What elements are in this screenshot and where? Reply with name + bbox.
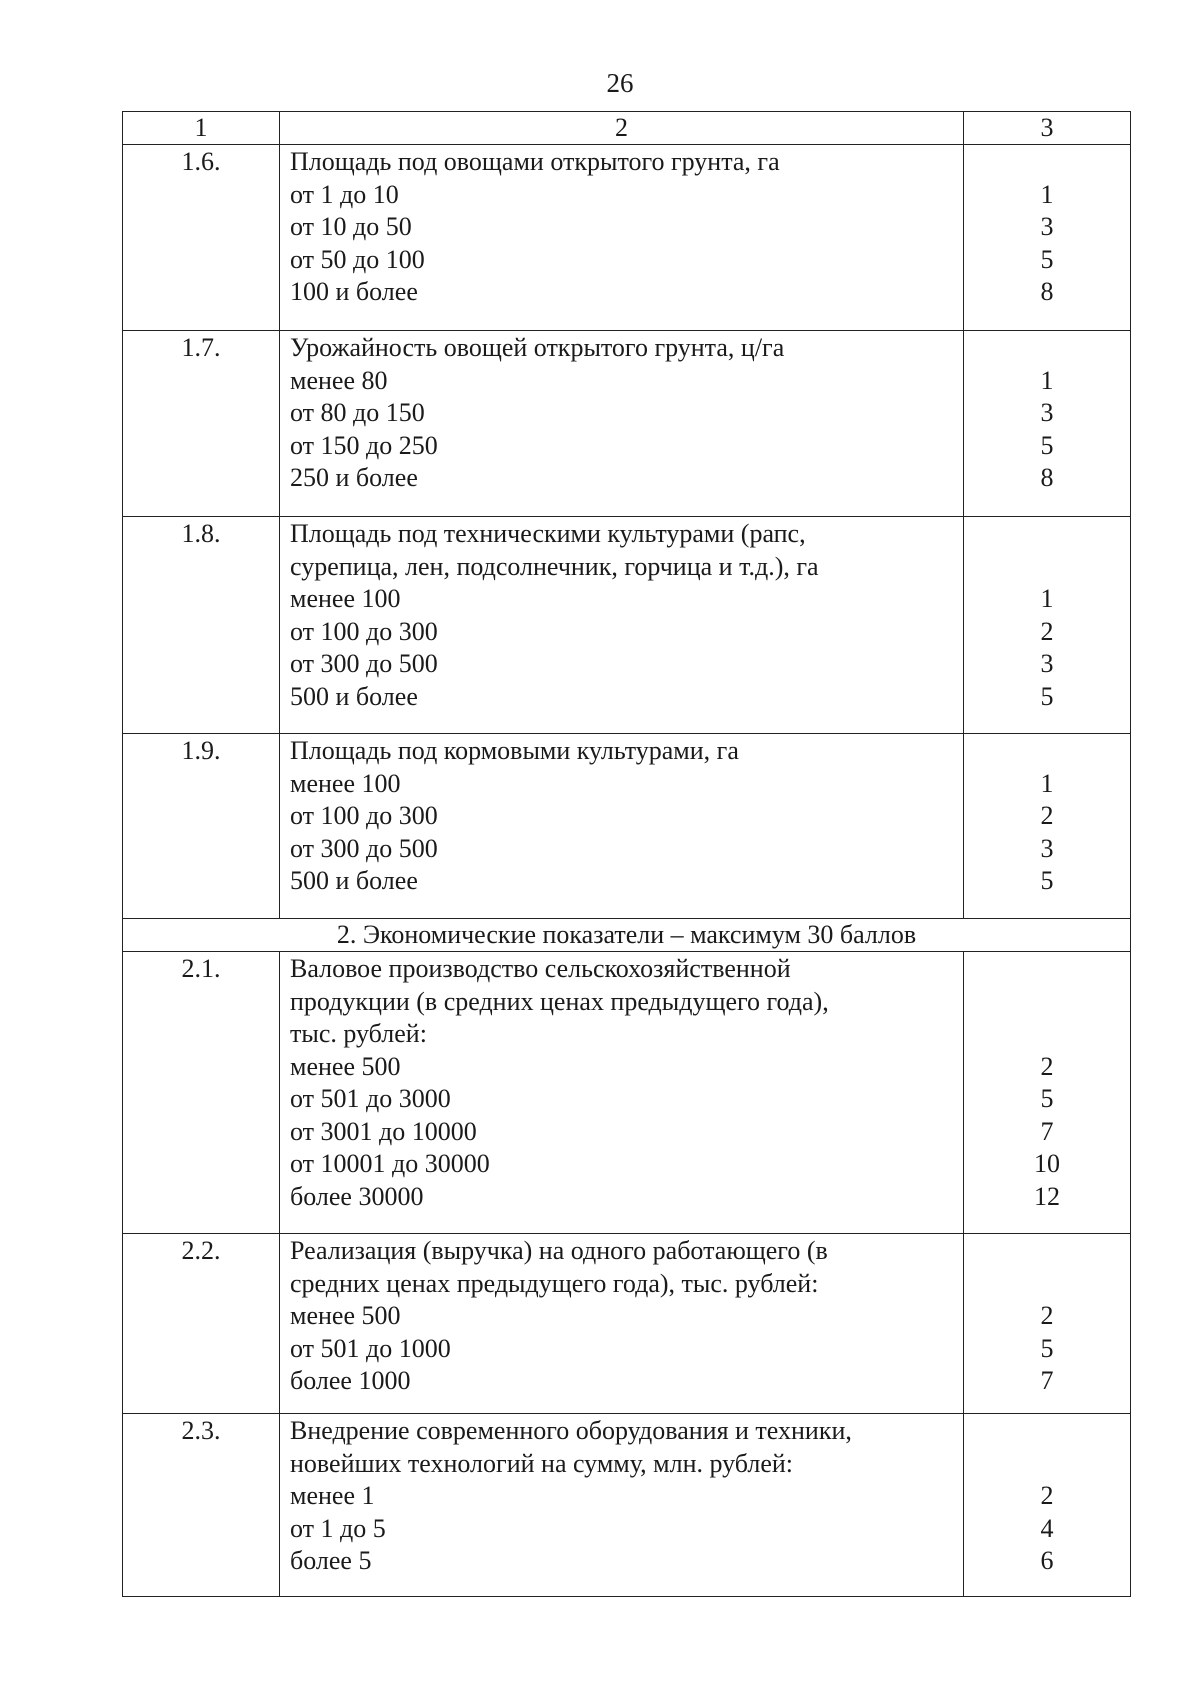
- row-number: 1.6.: [123, 145, 280, 331]
- option-points: 3: [1040, 212, 1054, 241]
- option-points: 3: [1040, 398, 1054, 427]
- row-title: Валовое производство сельскохозяйственной: [290, 954, 791, 983]
- option-points: 1: [1040, 365, 1054, 395]
- table-row: [123, 331, 1131, 517]
- option-label: 500 и более: [290, 866, 418, 895]
- option-label: менее 80: [290, 365, 388, 395]
- table-row: [123, 952, 1131, 1234]
- option-label: более 5: [290, 1546, 372, 1575]
- option-points: 7: [1040, 1116, 1054, 1146]
- option-points: 4: [1040, 1513, 1054, 1543]
- option-points: 3: [1040, 649, 1054, 678]
- option-points: 1: [1040, 584, 1054, 613]
- option-points: 5: [1040, 681, 1054, 711]
- table-row: [123, 1414, 1131, 1597]
- option-label: 100 и более: [290, 277, 418, 306]
- option-label: более 1000: [290, 1366, 411, 1395]
- option-label: от 50 до 100: [290, 244, 425, 274]
- option-points: 2: [1040, 616, 1054, 646]
- option-label: более 30000: [290, 1181, 424, 1211]
- section-header-row: [123, 919, 1131, 952]
- row-number: 2.2.: [123, 1234, 280, 1414]
- row-title: Площадь под овощами открытого грунта, га: [290, 147, 780, 176]
- option-points: 8: [1040, 277, 1054, 306]
- row-description: [280, 734, 964, 919]
- criteria-table: [122, 111, 1131, 1597]
- row-points: [964, 734, 1131, 919]
- option-points: 6: [1040, 1546, 1054, 1575]
- row-description: [280, 1414, 964, 1597]
- row-points: [964, 952, 1131, 1234]
- row-title: Реализация (выручка) на одного работающего (в: [290, 1236, 828, 1265]
- option-points: 5: [1040, 244, 1054, 274]
- option-label: 500 и более: [290, 681, 418, 711]
- option-label: от 1 до 5: [290, 1513, 386, 1543]
- option-points: 1: [1040, 179, 1054, 209]
- option-points: 2: [1040, 1301, 1054, 1330]
- option-label: менее 500: [290, 1301, 401, 1330]
- option-points: 2: [1040, 801, 1054, 830]
- row-points: [964, 1414, 1131, 1597]
- table-header-row: [123, 112, 1131, 145]
- page-number: 26: [606, 68, 634, 98]
- option-points: 7: [1040, 1366, 1054, 1395]
- row-title: Урожайность овощей открытого грунта, ц/га: [290, 333, 785, 362]
- option-points: 5: [1040, 1084, 1054, 1113]
- header-col-2: 2: [280, 112, 964, 145]
- row-title: Площадь под техническими культурами (рапс,: [290, 519, 806, 548]
- option-points: 5: [1040, 430, 1054, 460]
- option-points: 8: [1040, 463, 1054, 492]
- table-row: [123, 1234, 1131, 1414]
- row-description: [280, 331, 964, 517]
- row-title: продукции (в средних ценах предыдущего года),: [290, 986, 829, 1016]
- option-label: от 10 до 50: [290, 212, 412, 241]
- option-points: 1: [1040, 768, 1054, 798]
- row-number: 1.9.: [123, 734, 280, 919]
- row-description: [280, 145, 964, 331]
- option-points: 5: [1040, 1333, 1054, 1363]
- option-label: от 100 до 300: [290, 616, 438, 646]
- option-points: 5: [1040, 866, 1054, 895]
- option-label: менее 1: [290, 1481, 375, 1510]
- option-label: менее 500: [290, 1051, 401, 1081]
- header-col-3: 3: [964, 112, 1131, 145]
- section-title: 2. Экономические показатели – максимум 30 баллов: [123, 919, 1131, 952]
- option-label: менее 100: [290, 584, 401, 613]
- option-points: 2: [1040, 1481, 1054, 1510]
- option-points: 2: [1040, 1051, 1054, 1081]
- row-number: 2.1.: [123, 952, 280, 1234]
- option-label: от 100 до 300: [290, 801, 438, 830]
- row-title: Площадь под кормовыми культурами, га: [290, 736, 739, 765]
- option-label: от 1 до 10: [290, 179, 399, 209]
- row-title: средних ценах предыдущего года), тыс. рублей:: [290, 1268, 819, 1298]
- option-label: 250 и более: [290, 463, 418, 492]
- option-label: от 300 до 500: [290, 833, 438, 863]
- row-description: [280, 1234, 964, 1414]
- row-title: Внедрение современного оборудования и техники,: [290, 1416, 852, 1445]
- table-row: [123, 517, 1131, 734]
- option-label: от 501 до 3000: [290, 1084, 451, 1113]
- table-row: [123, 734, 1131, 919]
- row-description: [280, 517, 964, 734]
- option-points: 3: [1040, 833, 1054, 863]
- option-label: менее 100: [290, 768, 401, 798]
- row-title: сурепица, лен, подсолнечник, горчица и т.д.), га: [290, 551, 819, 581]
- option-points: 10: [1034, 1149, 1060, 1178]
- table-row: [123, 145, 1131, 331]
- option-label: от 80 до 150: [290, 398, 425, 427]
- option-label: от 10001 до 30000: [290, 1149, 490, 1178]
- row-number: 1.8.: [123, 517, 280, 734]
- option-label: от 150 до 250: [290, 430, 438, 460]
- row-points: [964, 331, 1131, 517]
- row-number: 1.7.: [123, 331, 280, 517]
- option-label: от 501 до 1000: [290, 1333, 451, 1363]
- option-label: от 3001 до 10000: [290, 1116, 477, 1146]
- option-points: 12: [1034, 1181, 1060, 1211]
- row-points: [964, 1234, 1131, 1414]
- row-title: новейших технологий на сумму, млн. рублей:: [290, 1448, 794, 1478]
- row-description: [280, 952, 964, 1234]
- row-points: [964, 517, 1131, 734]
- header-col-1: 1: [123, 112, 280, 145]
- row-points: [964, 145, 1131, 331]
- option-label: от 300 до 500: [290, 649, 438, 678]
- row-number: 2.3.: [123, 1414, 280, 1597]
- row-title: тыс. рублей:: [290, 1019, 427, 1048]
